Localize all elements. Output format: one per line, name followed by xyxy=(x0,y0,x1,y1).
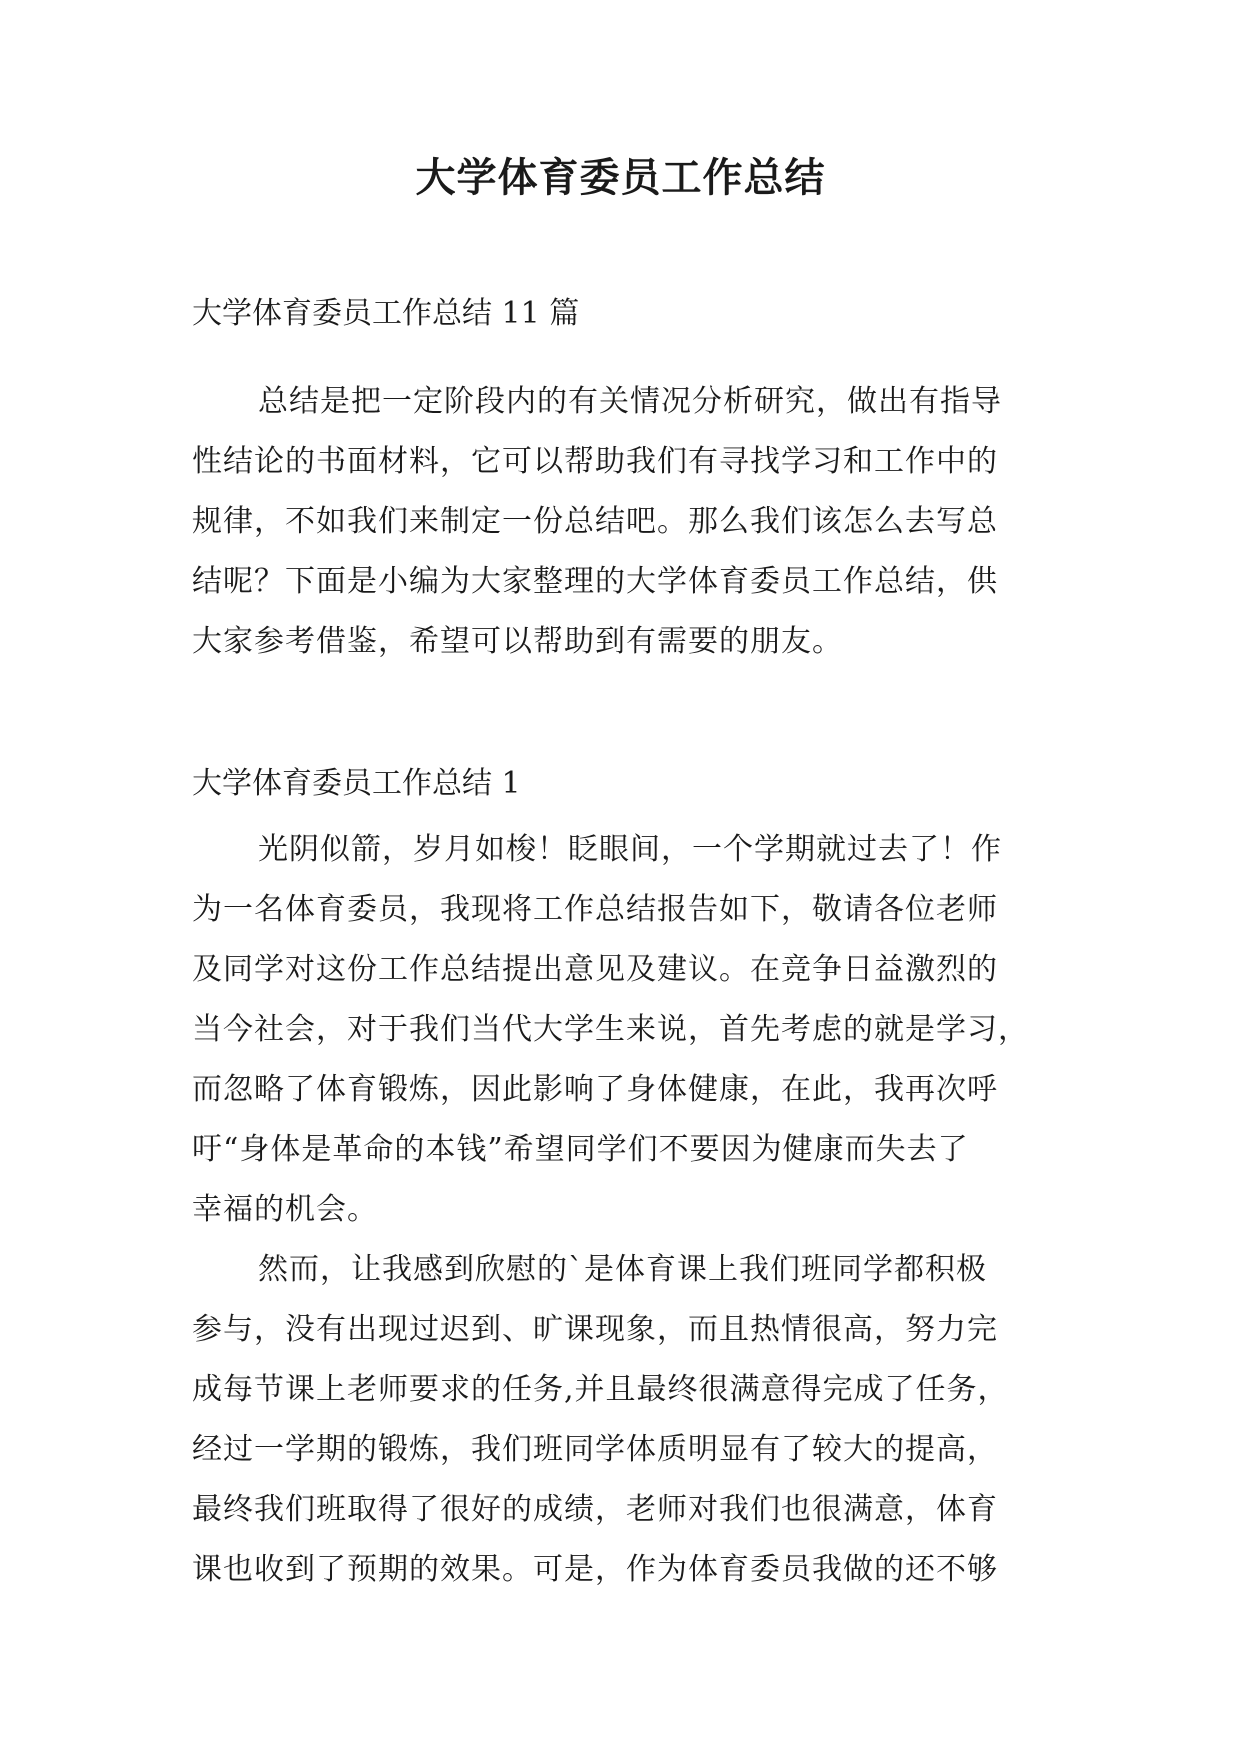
paragraph-line: 吁“身体是革命的本钱”希望同学们不要因为健康而失去了 xyxy=(192,1132,969,1167)
paragraph-line: 大家参考借鉴，希望可以帮助到有需要的朋友。 xyxy=(192,624,843,659)
document-title: 大学体育委员工作总结 xyxy=(415,155,826,201)
paragraph-line: 经过一学期的锻炼，我们班同学体质明显有了较大的提高， xyxy=(192,1432,998,1467)
paragraph-line: 光阴似箭，岁月如梭！眨眼间，一个学期就过去了！作 xyxy=(258,832,1002,867)
paragraph-line: 总结是把一定阶段内的有关情况分析研究，做出有指导 xyxy=(258,384,1002,419)
paragraph-line: 课也收到了预期的效果。可是，作为体育委员我做的还不够 xyxy=(192,1552,998,1587)
paragraph-line: 性结论的书面材料，它可以帮助我们有寻找学习和工作中的 xyxy=(192,444,998,479)
document-subtitle: 大学体育委员工作总结 11 篇 xyxy=(192,296,580,331)
paragraph-line: 参与，没有出现过迟到、旷课现象，而且热情很高，努力完 xyxy=(192,1312,998,1347)
paragraph-line: 为一名体育委员，我现将工作总结报告如下，敬请各位老师 xyxy=(192,892,998,927)
paragraph-line: 及同学对这份工作总结提出意见及建议。在竞争日益激烈的 xyxy=(192,952,998,987)
paragraph-line: 然而，让我感到欣慰的`是体育课上我们班同学都积极 xyxy=(258,1252,987,1287)
paragraph-line: 幸福的机会。 xyxy=(192,1192,378,1227)
paragraph-line: 最终我们班取得了很好的成绩，老师对我们也很满意，体育 xyxy=(192,1492,998,1527)
intro-paragraph xyxy=(192,372,1050,672)
paragraph-line: 规律，不如我们来制定一份总结吧。那么我们该怎么去写总 xyxy=(192,504,998,539)
section-1-paragraph-1 xyxy=(192,820,1050,1240)
paragraph-line: 结呢？下面是小编为大家整理的大学体育委员工作总结，供 xyxy=(192,564,998,599)
paragraph-line: 而忽略了体育锻炼，因此影响了身体健康，在此，我再次呼 xyxy=(192,1072,998,1107)
paragraph-line: 成每节课上老师要求的任务,并且最终很满意得完成了任务， xyxy=(192,1372,1009,1407)
section-heading: 大学体育委员工作总结 1 xyxy=(192,766,521,801)
paragraph-line: 当今社会，对于我们当代大学生来说，首先考虑的就是学习， xyxy=(192,1012,1029,1047)
section-1-paragraph-2 xyxy=(192,1240,1050,1600)
